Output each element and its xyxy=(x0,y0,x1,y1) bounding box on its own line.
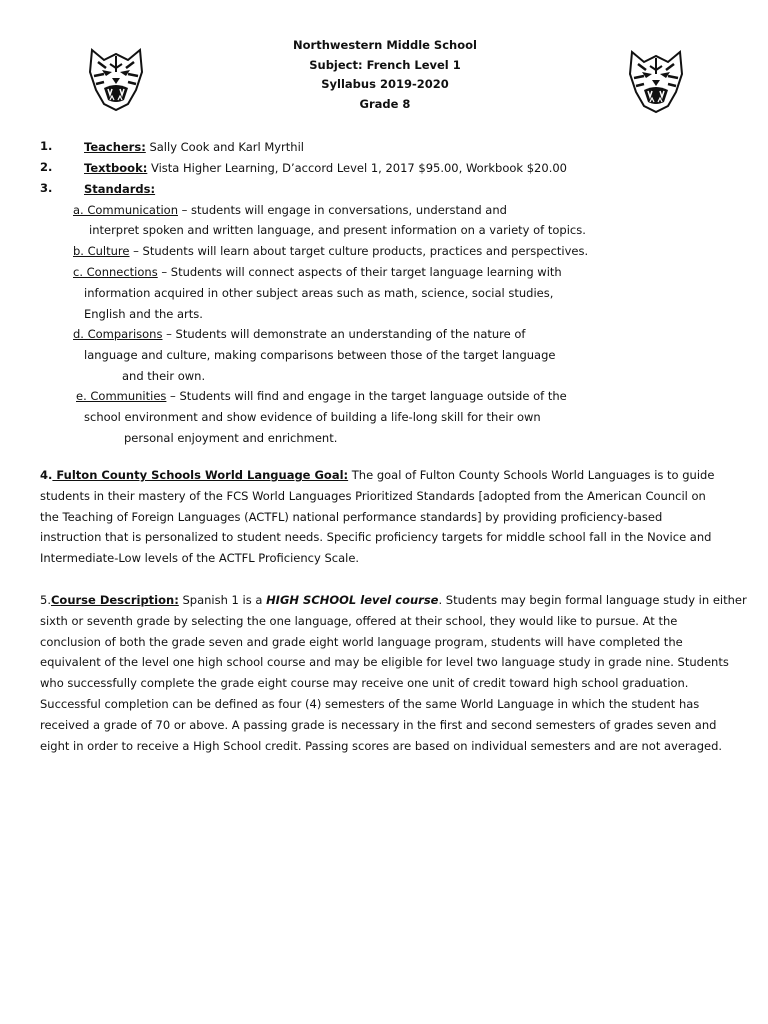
teachers-text: Sally Cook and Karl Myrthil xyxy=(145,140,304,154)
syllabus-year: Syllabus 2019-2020 xyxy=(321,77,449,91)
standard-text: and their own. xyxy=(122,369,206,383)
goal-label: Fulton County Schools World Language Goal: xyxy=(52,468,349,482)
standard-communities xyxy=(76,388,567,404)
goal-text: the Teaching of Foreign Languages (ACTFL) national performance standards] by providing proficiency-based xyxy=(40,509,663,524)
course-text: conclusion of both the grade seven and grade eight world language program, students will have completed the xyxy=(40,634,683,649)
tiger-mascot-icon xyxy=(624,44,688,116)
course-text: . Students may begin formal language study in either xyxy=(438,593,747,607)
textbook-text: Vista Higher Learning, D’accord Level 1, 2017 $95.00, Workbook $20.00 xyxy=(147,161,567,175)
course-description xyxy=(40,590,747,756)
school-name: Northwestern Middle School xyxy=(293,38,477,52)
course-text: eight in order to receive a High School credit. Passing scores are based on individual semesters and are not averaged. xyxy=(40,738,723,753)
standard-comparisons xyxy=(73,326,525,342)
course-text: Spanish 1 is a xyxy=(178,593,267,607)
item-number: 3. xyxy=(40,181,53,195)
item-number: 4. xyxy=(40,468,53,482)
standard-text: – Students will connect aspects of their target language learning with xyxy=(157,265,562,279)
standard-text: English and the arts. xyxy=(84,307,203,321)
standard-text: – Students will find and engage in the target language outside of the xyxy=(166,389,567,403)
goal-text: instruction that is personalized to student needs. Specific proficiency targets for middle school fall in the Novice and xyxy=(40,530,712,545)
standard-label: d. Comparisons xyxy=(73,327,163,341)
standard-text: – Students will demonstrate an understanding of the nature of xyxy=(162,327,526,341)
world-language-goal xyxy=(40,465,740,569)
goal-text: The goal of Fulton County Schools World Languages is to guide xyxy=(348,468,715,482)
standard-text: – Students will learn about target culture products, practices and perspectives. xyxy=(129,244,589,258)
textbook-label: Textbook: xyxy=(84,161,148,175)
grade-line: Grade 8 xyxy=(359,96,411,111)
standard-connections xyxy=(73,264,562,280)
standard-label: c. Connections xyxy=(73,265,158,279)
standard-label: e. Communities xyxy=(76,389,167,403)
item-number: 2. xyxy=(40,160,53,174)
standard-text: information acquired in other subject areas such as math, science, social studies, xyxy=(84,286,554,300)
course-emphasis: HIGH SCHOOL level course xyxy=(266,593,439,607)
standard-label: a. Communication xyxy=(73,203,178,217)
standard-text: interpret spoken and written language, and present information on a variety of topics. xyxy=(89,223,586,237)
goal-text: students in their mastery of the FCS World Languages Prioritized Standards [adopted from the American Council on xyxy=(40,488,706,503)
standard-text: – students will engage in conversations, understand and xyxy=(178,203,507,217)
course-text: equivalent of the level one high school course and may be eligible for level two language study in grade nine. Students xyxy=(40,655,729,670)
standard-culture xyxy=(73,243,588,259)
tiger-mascot-icon xyxy=(84,42,148,114)
standard-label: b. Culture xyxy=(73,244,130,258)
item-number: 1. xyxy=(40,139,53,153)
subject-line: Subject: French Level 1 xyxy=(309,57,461,72)
course-text: sixth or seventh grade by selecting the one language, offered at their school, they would like to pursue. At the xyxy=(40,613,678,628)
document-header xyxy=(190,36,580,114)
course-text: Successful completion can be defined as four (4) semesters of the same World Language in which the student has xyxy=(40,696,700,711)
standard-text: language and culture, making comparisons between those of the target language xyxy=(84,348,556,362)
goal-text: Intermediate-Low levels of the ACTFL Proficiency Scale. xyxy=(40,551,360,566)
course-label: Course Description: xyxy=(50,593,179,607)
teachers-label: Teachers: xyxy=(84,140,146,154)
course-text: received a grade of 70 or above. A passing grade is necessary in the first and second semesters of grades seven and xyxy=(40,717,717,732)
textbook-item xyxy=(84,160,567,176)
standard-text: school environment and show evidence of building a life-long skill for their own xyxy=(84,410,541,424)
standard-communication xyxy=(73,202,507,218)
teachers-item xyxy=(84,139,304,155)
item-number: 5. xyxy=(40,593,51,607)
course-text: who successfully complete the grade eight course may receive one unit of credit toward high school graduation. xyxy=(40,676,689,691)
standard-text: personal enjoyment and enrichment. xyxy=(124,431,338,445)
standards-label: Standards: xyxy=(84,182,156,196)
standards-heading xyxy=(84,181,155,197)
